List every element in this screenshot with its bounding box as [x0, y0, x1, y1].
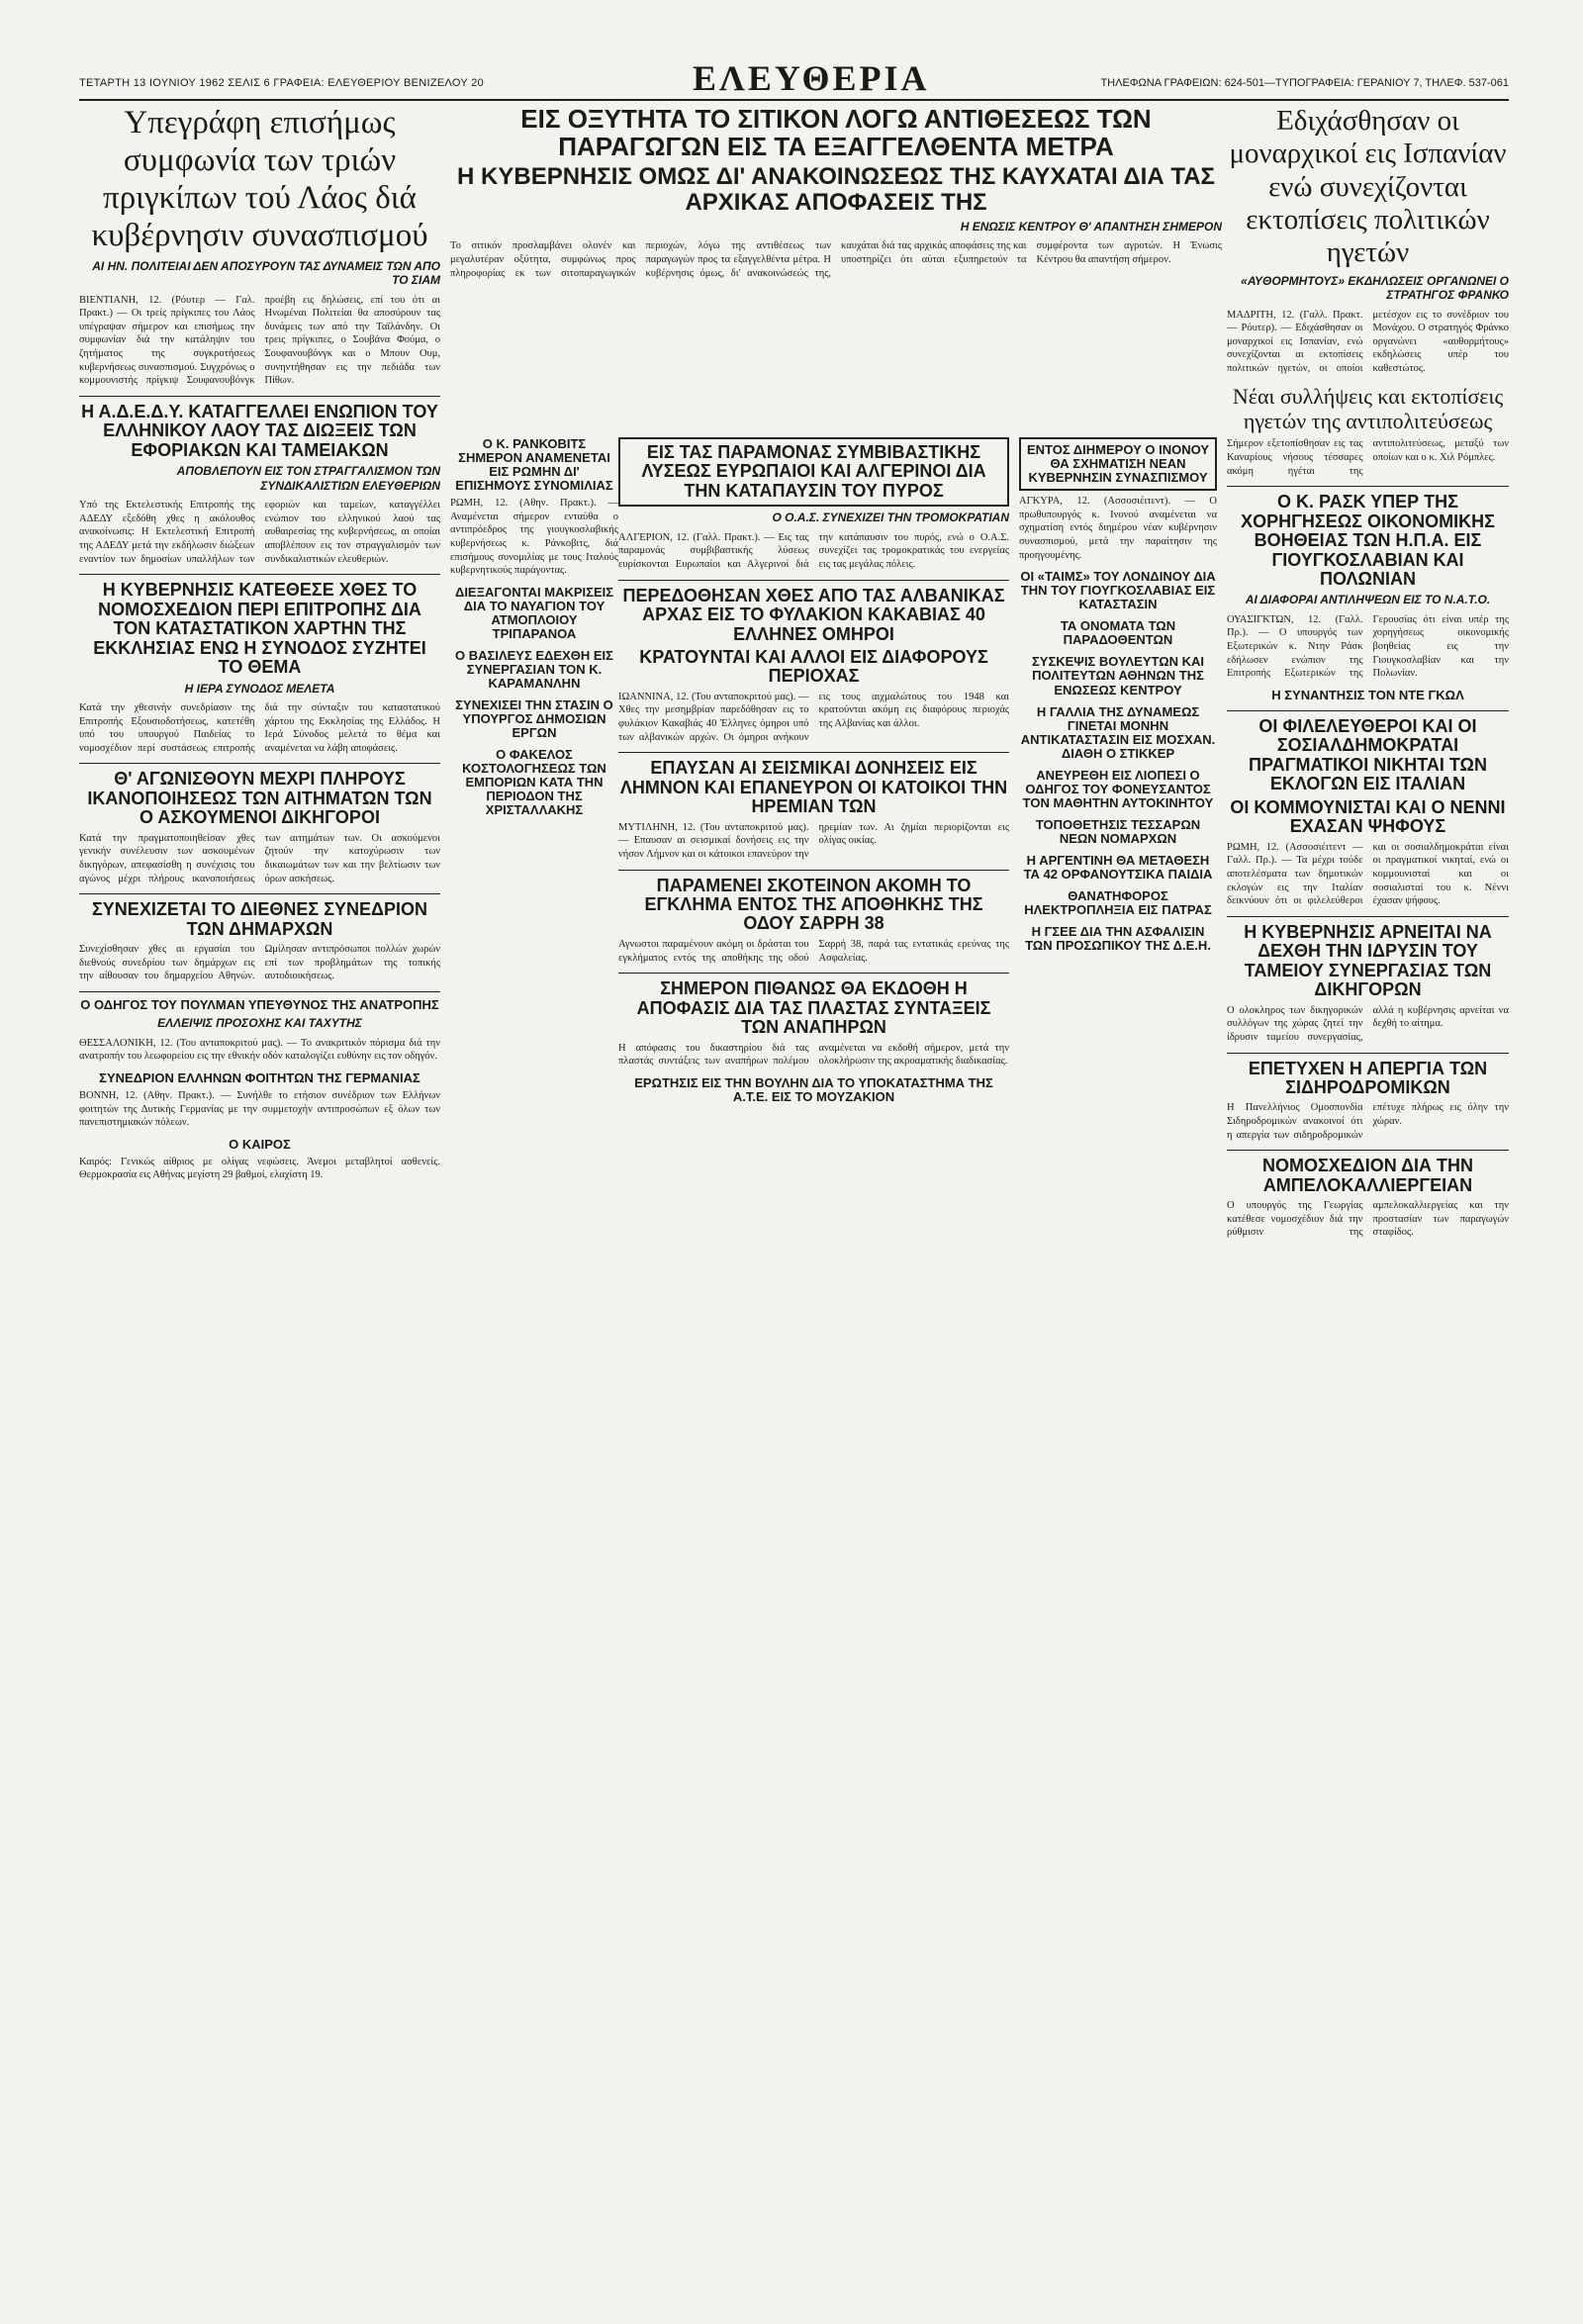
- body-rusk: ΟΥΑΣΙΓΚΤΩΝ, 12. (Γαλλ. Πρ.). — Ο υπουργός των Εξωτερικών κ. Ντην Ράσκ εδήλωσεν ενώπιον της Επιτροπής Εξωτερικών της Γερουσίας ότι είναι υπέρ της χορηγήσεως οικονομικής βοηθείας εις την Γιουγκοσλαβίαν και την Πολωνίαν.: [1227, 613, 1509, 680]
- headline-italy: ΟΙ ΦΙΛΕΛΕΥΘΕΡΟΙ ΚΑΙ ΟΙ ΣΟΣΙΑΛΔΗΜΟΚΡΑΤΑΙ ΠΡΑΓΜΑΤΙΚΟΙ ΝΙΚΗΤΑΙ ΤΩΝ ΕΚΛΟΓΩΝ ΕΙΣ ΙΤΑΛΙΑΝ: [1249, 716, 1487, 794]
- headline-ministry: ΣΥΝΕΧΙΣΕΙ ΤΗΝ ΣΤΑΣΙΝ Ο ΥΠΟΥΡΓΟΣ ΔΗΜΟΣΙΩΝ ΕΡΓΩΝ: [455, 697, 613, 741]
- headline-algeria: ΕΙΣ ΤΑΣ ΠΑΡΑΜΟΝΑΣ ΣΥΜΒΙΒΑΣΤΙΚΗΣ ΛΥΣΕΩΣ ΕΥΡΩΠΑΙΟΙ ΚΑΙ ΑΛΓΕΡΙΝΟΙ ΔΙΑ ΤΗΝ ΚΑΤΑΠΑΥΣΙΝ ΤΟΥ ΠΥΡΟΣ: [618, 437, 1009, 507]
- article-names: [1019, 619, 1217, 647]
- body-wheat: Το σιτικόν προσλαμβάνει ολονέν και μεγαλυτέραν οξύτητα, συμφώνως προς πληροφορίας εκ των σιτοπαραγωγικών περιοχών, λόγω της αντιθέσεως των παραγωγών προς τα εξαγγελθέντα μέτρα. Η κυβέρνησις όμως, δι' ανακοινώσεώς της, καυχάται διά τας αρχικάς αποφάσεις της και υποστηρίζει ότι αύται εξυπηρετούν τα συμφέροντα των αγροτών. Η Ένωσις Κέντρου θα απαντήση σήμερον.: [450, 240, 1222, 279]
- article-albania: [618, 587, 1009, 745]
- headline-wheat-2: Η ΚΥΒΕΡΝΗΣΙΣ ΟΜΩΣ ΔΙ' ΑΝΑΚΟΙΝΩΣΕΩΣ ΤΗΣ ΚΑΥΧΑΤΑΙ ΔΙΑ ΤΑΣ ΑΡΧΙΚΑΣ ΑΠΟΦΑΣΕΙΣ ΤΗΣ: [457, 163, 1215, 217]
- article-bus: [79, 998, 440, 1064]
- article-lemnos: [618, 759, 1009, 861]
- article-rail: [1227, 1060, 1509, 1143]
- subheadline-algeria: Ο Ο.Α.Σ. ΣΥΝΕΧΙΖΕΙ ΤΗΝ ΤΡΟΜΟΚΡΑΤΙΑΝ: [772, 511, 1009, 525]
- column-right: [1227, 103, 1509, 2314]
- article-driver: [1019, 769, 1217, 810]
- headline-prefects: ΤΟΠΟΘΕΤΗΣΙΣ ΤΕΣΣΑΡΩΝ ΝΕΩΝ ΝΟΜΑΡΧΩΝ: [1035, 816, 1201, 846]
- body-vines: Ο υπουργός της Γεωργίας κατέθεσε νομοσχέδιον διά την ρύθμισιν της αμπελοκαλλιεργείας και την προστασίαν των παραγωγών σταφίδος.: [1227, 1200, 1509, 1239]
- headline-bus: Ο ΟΔΗΓΟΣ ΤΟΥ ΠΟΥΛΜΑΝ ΥΠΕΥΘΥΝΟΣ ΤΗΣ ΑΝΑΤΡΟΠΗΣ: [80, 997, 439, 1013]
- subheadline-bus: ΕΛΛΕΙΨΙΣ ΠΡΟΣΟΧΗΣ ΚΑΙ ΤΑΧΥΤΗΣ: [157, 1016, 362, 1031]
- headline-church: Η ΚΥΒΕΡΝΗΣΙΣ ΚΑΤΕΘΕΣΕ ΧΘΕΣ ΤΟ ΝΟΜΟΣΧΕΔΙΟΝ ΠΕΡΙ ΕΠΙΤΡΟΠΗΣ ΔΙΑ ΤΟΝ ΚΑΤΑΣΤΑΤΙΚΟΝ ΧΑΡΤΗΝ ΤΗΣ ΕΚΚΛΗΣΙΑΣ ΕΝΩ Η ΣΥΝΟΔΟΣ ΣΥΖΗΤΕΙ ΤΟ ΘΕΜΑ: [93, 580, 426, 678]
- article-patras: [1019, 889, 1217, 917]
- headline-crime: ΠΑΡΑΜΕΝΕΙ ΣΚΟΤΕΙΝΟΝ ΑΚΟΜΗ ΤΟ ΕΓΚΛΗΜΑ ΕΝΤΟΣ ΤΗΣ ΑΠΟΘΗΚΗΣ ΤΗΣ ΟΔΟΥ ΣΑΡΡΗ 38: [644, 875, 983, 934]
- body-arrests: Σήμερον εξετοπίσθησαν εις τας Καναρίους νήσους τέσσαρες ακόμη ηγέται της αντιπολιτεύσεως, μεταξύ των οποίων και ο κ. Χιλ Ρόμπλες.: [1227, 438, 1509, 477]
- article-folder: [450, 748, 618, 817]
- article-mayors: [79, 900, 440, 983]
- headline-question: ΕΡΩΤΗΣΙΣ ΕΙΣ ΤΗΝ ΒΟΥΛΗΝ ΔΙΑ ΤΟ ΥΠΟΚΑΤΑΣΤΗΜΑ ΤΗΣ Α.Τ.Ε. ΕΙΣ ΤΟ ΜΟΥΖΑΚΙΟΝ: [634, 1074, 993, 1104]
- divider: [1227, 1150, 1509, 1151]
- headline-names: ΤΑ ΟΝΟΜΑΤΑ ΤΩΝ ΠΑΡΑΔΟΘΕΝΤΩΝ: [1060, 618, 1176, 648]
- headline-folder: Ο ΦΑΚΕΛΟΣ ΚΟΣΤΟΛΟΓΗΣΕΩΣ ΤΩΝ ΕΜΠΟΡΙΩΝ ΚΑΤΑ ΤΗΝ ΠΕΡΙΟΔΟΝ ΤΗΣ ΧΡΙΣΤΑΛΛΑΚΗΣ: [462, 747, 606, 818]
- headline-times: ΟΙ «ΤΑΙΜΣ» ΤΟΥ ΛΟΝΔΙΝΟΥ ΔΙΑ ΤΗΝ ΤΟΥ ΓΙΟΥΓΚΟΣΛΑΒΙΑΣ ΕΙΣ ΚΑΤΑΣΤΑΣΙΝ: [1020, 569, 1216, 612]
- body-lawyers: Κατά την πραγματοποιηθείσαν χθες γενικήν συνέλευσιν των ασκουμένων δικηγόρων, απεφασίσθη η συνέχισις του αγώνος μέχρι πλήρους ικανοποιήσεως των αιτημάτων των. Οι ασκούμενοι ζητούν την κατοχύρωσιν των δικαιωμάτων των και την βελτίωσιν των όρων ασκήσεως.: [79, 832, 440, 884]
- article-laos: [79, 105, 440, 388]
- body-lemnos: ΜΥΤΙΛΗΝΗ, 12. (Του ανταποκριτού μας). — Επαυσαν αι σεισμικαί δονήσεις εις την νήσον Λήμνον και οι κάτοικοι επανεύρον την ηρεμίαν των. Αι ζημίαι περιορίζονται εις ολίγας οικίας.: [618, 821, 1009, 860]
- divider: [1227, 1053, 1509, 1054]
- body-rail: Η Πανελλήνιος Ομοσπονδία Σιδηροδρομικών ανακοινοί ότι η απεργία των σιδηροδρομικών επέτυχε πλήρως εις όλην την χώραν.: [1227, 1102, 1509, 1141]
- article-pensions: [618, 979, 1009, 1069]
- column-center-right: [1019, 435, 1217, 2315]
- subheadline-church: Η ΙΕΡΑ ΣΥΝΟΔΟΣ ΜΕΛΕΤΑ: [184, 681, 335, 696]
- phone-line: ΤΗΛΕΦΩΝΑ ΓΡΑΦΕΙΩΝ: 624-501—ΤΥΠΟΓΡΑΦΕΙΑ: ΓΕΡΑΝΙΟΥ 7, ΤΗΛΕΦ. 537-061: [1100, 77, 1509, 89]
- body-pensions: Η απόφασις του δικαστηρίου διά τας πλαστάς συντάξεις των αναπήρων πολέμου αναμένεται να εκδοθή σήμερον, μετά την ολοκλήρωσιν της ακροαματικής διαδικασίας.: [618, 1042, 1009, 1068]
- article-times: [1019, 570, 1217, 611]
- subheadline-wheat: Η ΕΝΩΣΙΣ ΚΕΝΤΡΟΥ Θ' ΑΠΑΝΤΗΣΗ ΣΗΜΕΡΟΝ: [960, 219, 1222, 233]
- headline-spain: Εδιχάσθησαν οι μοναρχικοί εις Ισπανίαν ενώ συνεχίζονται εκτοπίσεις πολιτικών ηγετών: [1229, 105, 1507, 269]
- article-rusk: [1227, 493, 1509, 681]
- article-gsee: [1019, 925, 1217, 953]
- divider: [79, 763, 440, 764]
- article-arrests: [1227, 384, 1509, 479]
- column-center: [618, 435, 1009, 2315]
- date-line: ΤΕΤΑΡΤΗ 13 ΙΟΥΝΙΟΥ 1962 ΣΕΛΙΣ 6 ΓΡΑΦΕΙΑ: ΕΛΕΥΘΕΡΙΟΥ ΒΕΝΙΖΕΛΟΥ 20: [79, 77, 485, 89]
- subheadline-laos: ΑΙ ΗΝ. ΠΟΛΙΤΕΙΑΙ ΔΕΝ ΑΠΟΣΥΡΟΥΝ ΤΑΣ ΔΥΝΑΜΕΙΣ ΤΩΝ ΑΠΟ ΤΟ ΣΙΑΜ: [92, 258, 440, 288]
- headline-adedy: Η Α.Δ.Ε.Δ.Υ. ΚΑΤΑΓΓΕΛΛΕΙ ΕΝΩΠΙΟΝ ΤΟΥ ΕΛΛΗΝΙΚΟΥ ΛΑΟΥ ΤΑΣ ΔΙΩΞΕΙΣ ΤΩΝ ΕΦΟΡΙΑΚΩΝ ΚΑΙ ΤΑΜΕΙΑΚΩΝ: [81, 402, 438, 460]
- headline-italy-2: ΟΙ ΚΟΜΜΟΥΝΙΣΤΑΙ ΚΑΙ Ο ΝΕΝΝΙ ΕΧΑΣΑΝ ΨΗΦΟΥΣ: [1230, 796, 1506, 837]
- headline-meeting-mps: ΣΥΣΚΕΨΙΣ ΒΟΥΛΕΥΤΩΝ ΚΑΙ ΠΟΛΙΤΕΥΤΩΝ ΑΘΗΝΩΝ ΤΗΣ ΕΝΩΣΕΩΣ ΚΕΝΤΡΟΥ: [1031, 654, 1205, 697]
- divider: [1227, 916, 1509, 917]
- body-albania: ΙΩΑΝΝΙΝΑ, 12. (Του ανταποκριτού μας). — Χθες την μεσημβρίαν παρεδόθησαν εις το φυλάκιον Κακαβιάς 40 Έλληνες όμηροι υπό των αλβανικών αρχών. Οι όμηροι ανήκουν εις τους αιχμαλώτους του 1948 και κρατούνται ακόμη εις διαφόρους περιοχάς της Αλβανίας και άλλοι.: [618, 691, 1009, 743]
- body-fund: Ο ολοκληρος των δικηγορικών συλλόγων της χώρας ζητεί την ίδρυσιν ταμείου συνεργασίας, αλλά η κυβέρνησις αρνείται να δεχθή το αίτημα.: [1227, 1004, 1509, 1043]
- article-prefects: [1019, 818, 1217, 846]
- divider: [618, 580, 1009, 581]
- divider: [79, 396, 440, 397]
- body-weather: Καιρός: Γενικώς αίθριος με ολίγας νεφώσεις. Άνεμοι μεταβλητοί ασθενείς. Θερμοκρασία εις Αθήνας μεγίστη 29 βαθμοί, ελαχίστη 19.: [79, 1156, 440, 1181]
- headline-lemnos: ΕΠΑΥΣΑΝ ΑΙ ΣΕΙΣΜΙΚΑΙ ΔΟΝΗΣΕΙΣ ΕΙΣ ΛΗΜΝΟΝ ΚΑΙ ΕΠΑΝΕΥΡΟΝ ΟΙ ΚΑΤΟΙΚΟΙ ΤΗΝ ΗΡΕΜΙΑΝ ΤΩΝ: [619, 758, 1008, 817]
- center-banner: [450, 103, 1222, 429]
- body-mayors: Συνεχίσθησαν χθες αι εργασίαι του διεθνούς συνεδρίου των δημάρχων εις την αίθουσαν του δημαρχείου Αθηνών. Ωμίλησαν αντιπρόσωποι πολλών χωρών επί των προβλημάτων της τοπικής αυτοδιοικήσεως.: [79, 944, 440, 982]
- body-spain: ΜΑΔΡΙΤΗ, 12. (Γαλλ. Πρακτ. — Ρόυτερ). — Εδιχάσθησαν οι μοναρχικοί εις Ισπανίαν, ενώ συνεχίζονται αι εκτοπίσεις πολιτικών ηγετών, οι οποίοι μετέσχον εις το συνέδριον του Μονάχου. Ο στρατηγός Φράνκο οργανώνει «αυθορμήτους» εκδηλώσεις υπέρ του καθεστώτος.: [1227, 309, 1509, 375]
- article-question: [618, 1076, 1009, 1104]
- newspaper-title: ΕΛΕΥΘΕΡΙΑ: [693, 58, 930, 98]
- divider: [618, 973, 1009, 974]
- headline-weather: Ο ΚΑΙΡΟΣ: [229, 1136, 291, 1152]
- headline-stikker: Η ΓΑΛΛΙΑ ΤΗΣ ΔΥΝΑΜΕΩΣ ΓΙΝΕΤΑΙ ΜΟΝΗΝ ΑΝΤΙΚΑΤΑΣΤΑΣΙΝ ΕΙΣ ΜΟΣΧΑΝ. ΔΙΑΘΗ Ο ΣΤΙΚΚΕΡ: [1020, 703, 1216, 761]
- headline-mayors: ΣΥΝΕΧΙΖΕΤΑΙ ΤΟ ΔΙΕΘΝΕΣ ΣΥΝΕΔΡΙΟΝ ΤΩΝ ΔΗΜΑΡΧΩΝ: [92, 899, 427, 939]
- divider: [618, 870, 1009, 871]
- article-wheat: [450, 105, 1222, 280]
- body-adedy: Υπό της Εκτελεστικής Επιτροπής της ΑΔΕΔΥ εξεδόθη χθες η ακόλουθος ανακοίνωσις: Η Εκτελεστική Επιτροπή της ΑΔΕΔΥ μετά την εκδήλωσιν διώξεων εναντίον των δημοσίων υπαλλήλων των εφοριών και ταμείων, καταγγέλλει ενώπιον του ελληνικού λαού τας αυθαιρεσίας της κυβερνήσεως, αι οποίαι αποβλέπουν εις τον στραγγαλισμόν των συνδικαλιστικών ελευθεριών.: [79, 500, 440, 565]
- headline-fund: Η ΚΥΒΕΡΝΗΣΙΣ ΑΡΝΕΙΤΑΙ ΝΑ ΔΕΧΘΗ ΤΗΝ ΙΔΡΥΣΙΝ ΤΟΥ ΤΑΜΕΙΟΥ ΣΥΝΕΡΓΑΣΙΑΣ ΤΩΝ ΔΙΚΗΓΟΡΩΝ: [1244, 921, 1492, 1000]
- body-church: Κατά την χθεσινήν συνεδρίασιν της Επιτροπής Εξουσιοδοτήσεως, κατετέθη υπό του υπουργού Παιδείας το νομοσχέδιον περί συστάσεως επιτροπής διά την σύνταξιν του καταστατικού χάρτου της Εκκλησίας της Ελλάδος. Η Ιερά Σύνοδος μελετά το θέμα και αναμένεται να λάβη αποφάσεις.: [79, 701, 440, 754]
- headline-gsee: Η ΓΣΕΕ ΔΙΑ ΤΗΝ ΑΣΦΑΛΙΣΙΝ ΤΩΝ ΠΡΟΣΩΠΙΚΟΥ ΤΗΣ Δ.Ε.Η.: [1025, 923, 1211, 953]
- article-church: [79, 581, 440, 755]
- headline-rail: ΕΠΕΤΥΧΕΝ Η ΑΠΕΡΓΙΑ ΤΩΝ ΣΙΔΗΡΟΔΡΟΜΙΚΩΝ: [1248, 1058, 1488, 1097]
- article-inonu: [1019, 437, 1217, 562]
- headline-argentina: Η ΑΡΓΕΝΤΙΝΗ ΘΑ ΜΕΤΑΘΕΣΗ ΤΑ 42 ΟΡΦΑΝΟΥΤΣΙΚΑ ΠΑΙΔΙΑ: [1023, 852, 1213, 882]
- article-crime: [618, 877, 1009, 966]
- headline-tripartite: ΔΙΕΞΑΓΟΝΤΑΙ ΜΑΚΡΙΣΕΙΣ ΔΙΑ ΤΟ ΝΑΥΑΓΙΟΝ ΤΟΥ ΑΤΜΟΠΛΟΙΟΥ ΤΡΙΠΑΡΑΝΟΑ: [454, 584, 614, 642]
- column-center-left: [450, 435, 618, 2315]
- subheadline-rusk: ΑΙ ΔΙΑΦΟΡΑΙ ΑΝΤΙΛΗΨΕΩΝ ΕΙΣ ΤΟ Ν.Α.Τ.Ο.: [1245, 593, 1491, 607]
- headline-rankovic: Ο Κ. ΡΑΝΚΟΒΙΤΣ ΣΗΜΕΡΟΝ ΑΝΑΜΕΝΕΤΑΙ ΕΙΣ ΡΩΜΗΝ ΔΙ' ΕΠΙΣΗΜΟΥΣ ΣΥΝΟΜΙΛΙΑΣ: [455, 436, 613, 494]
- headline-driver: ΑΝΕΥΡΕΘΗ ΕΙΣ ΛΙΟΠΕΣΙ Ο ΟΔΗΓΟΣ ΤΟΥ ΦΟΝΕΥΣΑΝΤΟΣ ΤΟΝ ΜΑΘΗΤΗΝ ΑΥΤΟΚΙΝΗΤΟΥ: [1022, 767, 1214, 810]
- article-argentina: [1019, 854, 1217, 882]
- headline-students: ΣΥΝΕΔΡΙΟΝ ΕΛΛΗΝΩΝ ΦΟΙΤΗΤΩΝ ΤΗΣ ΓΕΡΜΑΝΙΑΣ: [99, 1069, 420, 1085]
- body-laos: ΒΙΕΝΤΙΑΝΗ, 12. (Ρόυτερ — Γαλ. Πρακτ.) — Οι τρείς πρίγκιπες του Λάος υπέγραψαν σήμερον και επισήμως την συμφωνίαν διά την κατάληψιν του ζητήματος της συγκροτήσεως κυβερνήσεως συνασπισμού. Συγχρόνως ο κομμουνιστής πρίγκιψ Σουφανουβόνγκ προέβη εις δηλώσεις, επί του ότι αι Ηνωμέναι Πολιτείαι θα αποσύρουν τας δυνάμεις των από την Ταϊλάνδην. Οι τρεις πρίγκιπες, ο Σουβάνα Φούμα, ο Σουφανουβόνγκ και ο Μπουν Ουμ, συνηντήθησαν εις την πεδιάδα των Πίθων.: [79, 294, 440, 387]
- body-rankovic: ΡΩΜΗ, 12. (Αθην. Πρακτ.). — Αναμένεται σήμερον ενταύθα ο αντιπρόεδρος της γιουγκοσλαβικής κυβερνήσεως κ. Ράνκοβιτς, διά επισήμους συνομιλίας με τους Ιταλούς κυβερνητικούς παράγοντας.: [450, 498, 618, 577]
- article-rankovic: [450, 437, 618, 578]
- column-left: [79, 103, 440, 2314]
- divider: [79, 893, 440, 894]
- article-de-gaulle: [1227, 689, 1509, 702]
- divider: [79, 991, 440, 992]
- article-fund: [1227, 923, 1509, 1045]
- article-lawyers: [79, 770, 440, 885]
- headline-wheat: ΕΙΣ ΟΞΥΤΗΤΑ ΤΟ ΣΙΤΙΚΟΝ ΛΟΓΩ ΑΝΤΙΘΕΣΕΩΣ ΤΩΝ ΠΑΡΑΓΩΓΩΝ ΕΙΣ ΤΑ ΕΞΑΓΓΕΛΘΕΝΤΑ ΜΕΤΡΑ: [520, 104, 1152, 162]
- headline-laos: Υπεγράφη επισήμως συμφωνία των τριών πριγκίπων τού Λάος διά κυβέρνησιν συνασπισμού: [91, 105, 428, 253]
- divider: [79, 574, 440, 575]
- article-karamanlis: [450, 649, 618, 691]
- headline-karamanlis: Ο ΒΑΣΙΛΕΥΣ ΕΔΕΧΘΗ ΕΙΣ ΣΥΝΕΡΓΑΣΙΑΝ ΤΟΝ Κ. ΚΑΡΑΜΑΝΛΗΝ: [455, 648, 613, 692]
- headline-rusk: Ο Κ. ΡΑΣΚ ΥΠΕΡ ΤΗΣ ΧΟΡΗΓΗΣΕΩΣ ΟΙΚΟΝΟΜΙΚΗΣ ΒΟΗΘΕΙΑΣ ΤΩΝ Η.Π.Α. ΕΙΣ ΓΙΟΥΓΚΟΣΛΑΒΙΑΝ ΚΑΙ ΠΟΛΩΝΙΑΝ: [1241, 492, 1495, 589]
- headline-vines: ΝΟΜΟΣΧΕΔΙΟΝ ΔΙΑ ΤΗΝ ΑΜΠΕΛΟΚΑΛΛΙΕΡΓΕΙΑΝ: [1261, 1156, 1473, 1195]
- article-meeting-mps: [1019, 655, 1217, 697]
- headline-albania-2: ΚΡΑΤΟΥΝΤΑΙ ΚΑΙ ΑΛΛΟΙ ΕΙΣ ΔΙΑΦΟΡΟΥΣ ΠΕΡΙΟΧΑΣ: [639, 646, 988, 687]
- headline-arrests: Νέαι συλλήψεις και εκτοπίσεις ηγετών της αντιπολιτεύσεως: [1232, 383, 1504, 433]
- subheadline-spain: «ΑΥΘΟΡΜΗΤΟΥΣ» ΕΚΔΗΛΩΣΕΙΣ ΟΡΓΑΝΩΝΕΙ Ο ΣΤΡΑΤΗΓΟΣ ΦΡΑΝΚΟ: [1241, 273, 1509, 303]
- article-stikker: [1019, 705, 1217, 761]
- divider: [1227, 710, 1509, 711]
- article-adedy: [79, 403, 440, 566]
- headline-patras: ΘΑΝΑΤΗΦΟΡΟΣ ΗΛΕΚΤΡΟΠΛΗΞΙΑ ΕΙΣ ΠΑΤΡΑΣ: [1024, 887, 1212, 917]
- article-tripartite: [450, 586, 618, 641]
- body-bus: ΘΕΣΣΑΛΟΝΙΚΗ, 12. (Του ανταποκριτού μας). — Το ανακριτικόν πόρισμα διά την ανατροπήν του λεωφορείου εις την εθνικήν οδόν καταλογίζει ευθύνην εις τον οδηγόν.: [79, 1037, 440, 1063]
- article-algeria: [618, 437, 1009, 572]
- headline-de-gaulle: Η ΣΥΝΑΝΤΗΣΙΣ ΤΟΝ ΝΤΕ ΓΚΩΛ: [1271, 688, 1464, 702]
- divider: [1227, 486, 1509, 487]
- article-italy: [1227, 717, 1509, 908]
- article-spain: [1227, 105, 1509, 376]
- headline-lawyers: Θ' ΑΓΩΝΙΣΘΟΥΝ ΜΕΧΡΙ ΠΛΗΡΟΥΣ ΙΚΑΝΟΠΟΙΗΣΕΩΣ ΤΩΝ ΑΙΤΗΜΑΤΩΝ ΤΩΝ Ο ΑΣΚΟΥΜΕΝΟΙ ΔΙΚΗΓΟΡΟΙ: [87, 769, 432, 828]
- article-vines: [1227, 1157, 1509, 1240]
- body-students: ΒΟΝΝΗ, 12. (Αθην. Πρακτ.). — Συνήλθε το ετήσιον συνέδριον των Ελλήνων φοιτητών της Δυτικής Γερμανίας με την συμμετοχήν αντιπροσώπων εξ όλων των πανεπιστημιακών πόλεων.: [79, 1089, 440, 1129]
- body-algeria: ΑΛΓΕΡΙΟΝ, 12. (Γαλλ. Πρακτ.). — Εις τας παραμονάς συμβιβαστικής λύσεως ευρίσκονται Ευρωπαίοι και Αλγερινοί διά την κατάπαυσιν του πυρός, ενώ ο Ο.Α.Σ. συνεχίζει τας τρομοκρατικάς του ενεργείας εις τας μεγάλας πόλεις.: [618, 531, 1009, 570]
- divider: [618, 752, 1009, 753]
- article-students: [79, 1071, 440, 1130]
- headline-albania: ΠΕΡΕΔΟΘΗΣΑΝ ΧΘΕΣ ΑΠΟ ΤΑΣ ΑΛΒΑΝΙΚΑΣ ΑΡΧΑΣ ΕΙΣ ΤΟ ΦΥΛΑΚΙΟΝ ΚΑΚΑΒΙΑΣ 40 ΕΛΛΗΝΕΣ ΟΜΗΡΟΙ: [622, 585, 1005, 644]
- article-ministry: [450, 698, 618, 740]
- article-weather: [79, 1138, 440, 1182]
- body-italy: ΡΩΜΗ, 12. (Ασσοσιέιτεντ — Γαλλ. Πρ.). — Τα μέχρι τούδε αποτελέσματα των δημοτικών εκλογών εις την Ιταλίαν δεικνύουν ότι οι φιλελεύθεροι και οι σοσιαλδημοκράται είναι οι πραγματικοί νικηταί, ενώ οι κομμουνισταί και οι σοσιαλισταί του κ. Νέννι έχασαν ψήφους.: [1227, 841, 1509, 907]
- headline-pensions: ΣΗΜΕΡΟΝ ΠΙΘΑΝΩΣ ΘΑ ΕΚΔΟΘΗ Η ΑΠΟΦΑΣΙΣ ΔΙΑ ΤΑΣ ΠΛΑΣΤΑΣ ΣΥΝΤΑΞΕΙΣ ΤΩΝ ΑΝΑΠΗΡΩΝ: [636, 978, 991, 1038]
- body-crime: Αγνωστοι παραμένουν ακόμη οι δράσται του εγκλήματος εντός της αποθήκης της οδού Σαρρή 38, παρά τας εντατικάς ερεύνας της Ασφαλείας.: [618, 938, 1009, 964]
- masthead: [79, 59, 1509, 101]
- body-inonu: ΑΓΚΥΡΑ, 12. (Ασσοσιέιτεντ). — Ο πρωθυπουργός κ. Ινονού αναμένεται να σχηματίση εντός διημέρου νέαν κυβέρνησιν συνασπισμού, μετά την παραίτησιν της προηγουμένης.: [1019, 496, 1217, 561]
- headline-inonu: ΕΝΤΟΣ ΔΙΗΜΕΡΟΥ Ο ΙΝΟΝΟΥ ΘΑ ΣΧΗΜΑΤΙΣΗ ΝΕΑΝ ΚΥΒΕΡΝΗΣΙΝ ΣΥΝΑΣΠΙΣΜΟΥ: [1019, 437, 1217, 491]
- subheadline-adedy: ΑΠΟΒΛΕΠΟΥΝ ΕΙΣ ΤΟΝ ΣΤΡΑΓΓΑΛΙΣΜΟΝ ΤΩΝ ΣΥΝΔΙΚΑΛΙΣΤΙΩΝ ΕΛΕΥΘΕΡΙΩΝ: [176, 464, 440, 493]
